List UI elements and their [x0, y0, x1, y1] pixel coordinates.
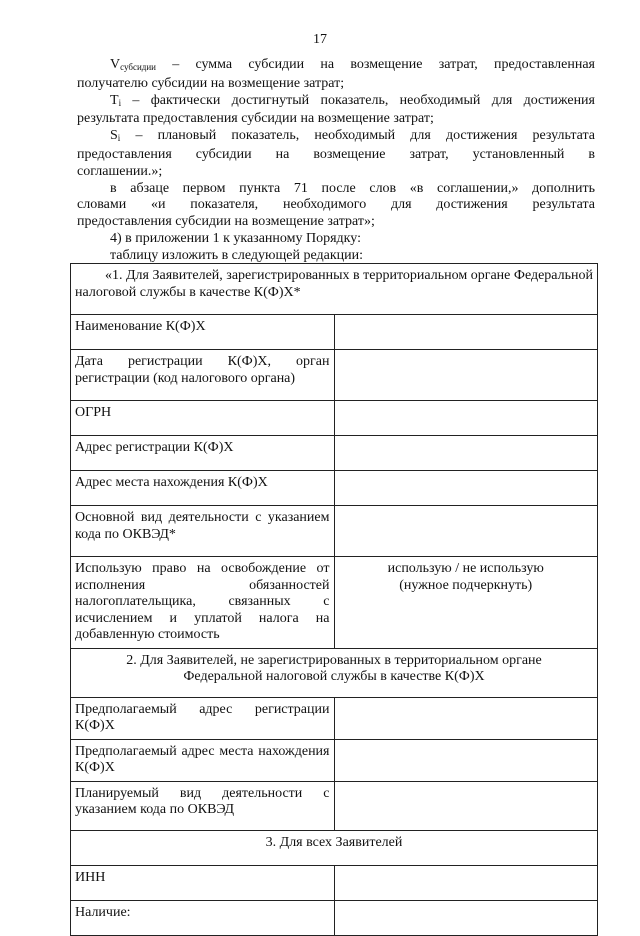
paragraph-t-indicator: [77, 93, 595, 112]
field-value-planned-activity[interactable]: [334, 781, 598, 830]
paragraph-point-71: в абзаце первом пункта 71 после слов «в соглашении,» дополнить: [110, 180, 595, 196]
vat-note-text: (нужное подчеркнуть): [399, 577, 533, 593]
field-label-ogrn: ОГРН: [71, 401, 335, 436]
page-number: 17: [313, 32, 327, 47]
field-label-vat-exemption: Использую право на освобождение от исполнения обязанностей налогоплательщика, связанных с исчислением и уплатой налога на добавленную стоимость: [71, 557, 335, 649]
table-row: [71, 436, 598, 471]
table-row: [71, 401, 598, 436]
formula-subscript-s: i: [117, 133, 121, 144]
table-row: [71, 739, 598, 781]
text-line: получателю субсидии на возмещение затрат;: [77, 75, 345, 91]
table-row: [71, 830, 598, 865]
table-row: [71, 471, 598, 506]
section-1-header: «1. Для Заявителей, зарегистрированных в территориальном органе Федеральной налоговой службы в качестве К(Ф)Х*: [71, 264, 598, 315]
text-line: предоставления субсидии на возмещение затрат»;: [77, 214, 375, 230]
table-row: [71, 648, 598, 697]
table-row: [71, 506, 598, 557]
paragraph-v-subsidy: [77, 57, 595, 76]
field-label-inn: ИНН: [71, 865, 335, 900]
paragraph-s-indicator: [77, 128, 595, 147]
field-label-main-activity: Основной вид деятельности с указанием кода по ОКВЭД*: [71, 506, 335, 557]
field-value-main-activity[interactable]: [334, 506, 598, 557]
field-label-planned-registration-address: Предполагаемый адрес регистрации К(Ф)Х: [71, 697, 335, 739]
document-body: [77, 57, 595, 265]
field-value-ogrn[interactable]: [334, 401, 598, 436]
field-value-vat-exemption[interactable]: [334, 557, 598, 649]
field-value-location-address[interactable]: [334, 471, 598, 506]
text-line: соглашении.»;: [77, 163, 163, 179]
field-value-kfh-name[interactable]: [334, 315, 598, 350]
section-2-line: Федеральной налоговой службы в качестве К(Ф)Х: [183, 669, 485, 684]
field-value-availability[interactable]: [334, 900, 598, 935]
field-label-kfh-name: Наименование К(Ф)Х: [71, 315, 335, 350]
text-line: предоставления субсидии на возмещение затрат, установленный в: [77, 146, 595, 162]
text-line: – сумма субсидии на возмещение затрат, предоставленная: [155, 57, 595, 72]
section-2-line: 2. Для Заявителей, не зарегистрированных в территориальном органе: [126, 652, 542, 668]
formula-symbol-t: T: [110, 92, 119, 108]
text-line: – плановый показатель, необходимый для достижения результата: [120, 128, 595, 144]
field-value-inn[interactable]: [334, 865, 598, 900]
section-2-header: [71, 648, 598, 697]
formula-symbol-s: S: [110, 128, 118, 144]
text-line: словами «и показателя, необходимого для достижения результата: [77, 197, 595, 213]
item-4: 4) в приложении 1 к указанному Порядку:: [110, 230, 361, 246]
field-value-planned-registration-address[interactable]: [334, 697, 598, 739]
field-label-location-address: Адрес места нахождения К(Ф)Х: [71, 471, 335, 506]
table-row: [71, 865, 598, 900]
field-label-registration-address: Адрес регистрации К(Ф)Х: [71, 436, 335, 471]
table-row: [71, 781, 598, 830]
table-row: [71, 697, 598, 739]
text-line: результата предоставления субсидии на возмещение затрат;: [77, 111, 434, 127]
field-value-registration-address[interactable]: [334, 436, 598, 471]
field-label-availability: Наличие:: [71, 900, 335, 935]
table-intro: таблицу изложить в следующей редакции:: [110, 247, 364, 263]
table-row: [71, 557, 598, 649]
section-3-header: 3. Для всех Заявителей: [71, 830, 598, 865]
field-value-registration-date[interactable]: [334, 350, 598, 401]
table-row: [71, 315, 598, 350]
formula-subscript-t: i: [118, 97, 122, 108]
formula-symbol-v: V: [110, 57, 121, 72]
field-label-planned-activity: Планируемый вид деятельности с указанием кода по ОКВЭД: [71, 781, 335, 830]
table-row: [71, 350, 598, 401]
field-label-planned-location-address: Предполагаемый адрес места нахождения К(Ф)Х: [71, 739, 335, 781]
text-line: – фактически достигнутый показатель, необходимый для достижения: [121, 92, 595, 108]
field-value-planned-location-address[interactable]: [334, 739, 598, 781]
applicant-form-table: [70, 263, 598, 936]
vat-option-text: использую / не использую: [387, 561, 544, 576]
table-row: [71, 264, 598, 315]
field-label-registration-date: Дата регистрации К(Ф)Х, орган регистрации (код налогового органа): [71, 350, 335, 401]
formula-subscript-v: субсидии: [120, 62, 156, 72]
table-row: [71, 900, 598, 935]
